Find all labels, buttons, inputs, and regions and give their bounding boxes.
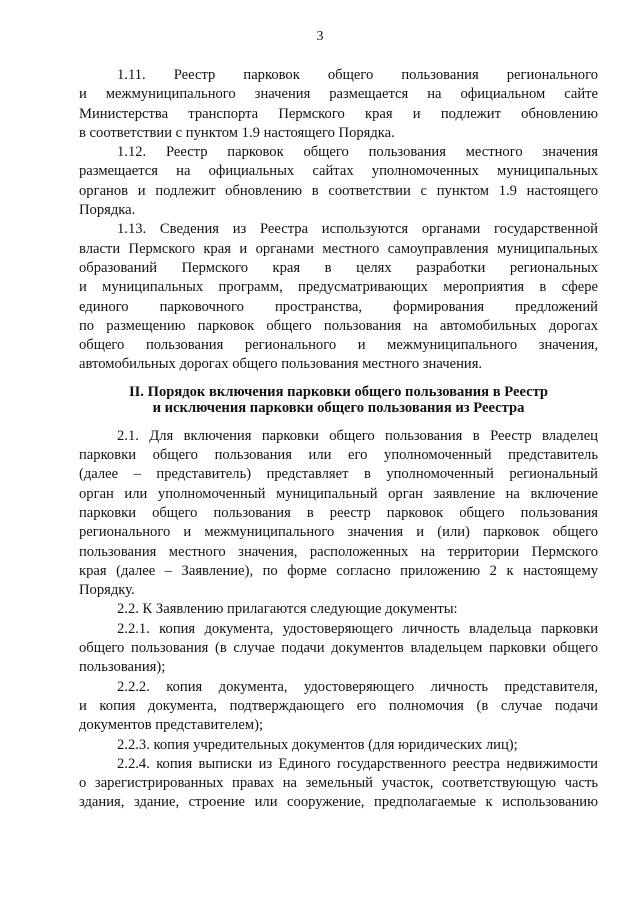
paragraph-2-2-4	[79, 755, 598, 813]
paragraph-2-2-2	[79, 678, 598, 736]
paragraph-line: (далее – представитель) представляет в уполномоченный региональный	[79, 466, 598, 483]
paragraph-line: образований Пермского края в целях разработки региональных	[79, 259, 598, 276]
paragraph-line: документов представителем);	[79, 717, 264, 734]
paragraph-line: в соответствии с пунктом 1.9 настоящего Порядка.	[79, 124, 395, 141]
page-number: 3	[316, 29, 324, 44]
paragraph-line: и межмуниципального значения размещается на официальном сайте	[79, 86, 598, 103]
paragraph-line: 1.13. Сведения из Реестра используются органами государственной	[117, 221, 598, 238]
paragraph-line: и муниципальных программ, предусматривающих мероприятия в сфере	[79, 279, 598, 296]
paragraph-line: 2.2.2. копия документа, удостоверяющего личность представителя,	[117, 678, 598, 695]
paragraph-line: здания, здание, строение или сооружение, предполагаемые к использованию	[79, 794, 598, 811]
section-heading	[79, 384, 598, 416]
paragraph-line: орган или уполномоченный муниципальный орган заявление на включение	[79, 485, 598, 502]
paragraph-line: единого парковочного пространства, формирования предложений	[79, 298, 598, 315]
paragraph-line: общего пользования (в случае подачи документов владельцем парковки общего	[79, 640, 598, 657]
paragraph-line: Министерства транспорта Пермского края и подлежит обновлению	[79, 105, 598, 122]
paragraph-line: органов и подлежит обновлению в соответствии с пунктом 1.9 настоящего	[79, 182, 598, 199]
paragraph-line: общего пользования регионального и межмуниципального значения,	[79, 337, 598, 354]
paragraph-line: автомобильных дорогах общего пользования местного значения.	[79, 356, 483, 373]
paragraph-2-2-3	[79, 736, 598, 755]
paragraph-line: 1.11. Реестр парковок общего пользования регионального	[117, 67, 598, 83]
paragraph-2-2	[79, 600, 598, 619]
paragraph-line: 2.1. Для включения парковки общего пользования в Реестр владелец	[117, 427, 598, 444]
paragraph-line: 2.2.3. копия учредительных документов (для юридических лиц);	[117, 736, 518, 753]
paragraph-1-13	[79, 220, 598, 374]
paragraph-line: Порядка.	[79, 202, 136, 219]
section-heading-line-1: II. Порядок включения парковки общего пользования в Реестр	[128, 383, 549, 400]
section-heading-line-2: и исключения парковки общего пользования из Реестра	[152, 399, 525, 416]
paragraph-line: Порядку.	[79, 582, 135, 599]
paragraph-line: регионального и межмуниципального значения и (или) парковок общего	[79, 524, 598, 541]
paragraph-line: размещается на официальных сайтах уполномоченных муниципальных	[79, 163, 598, 180]
paragraph-line: 1.12. Реестр парковок общего пользования местного значения	[117, 144, 598, 161]
paragraph-line: 2.2.4. копия выписки из Единого государственного реестра недвижимости	[117, 755, 598, 772]
paragraph-line: о зарегистрированных правах на земельный участок, соответствующую часть	[79, 775, 598, 792]
document-body	[79, 66, 598, 813]
paragraph-line: 2.2. К Заявлению прилагаются следующие документы:	[117, 601, 458, 618]
paragraph-line: пользования местного значения, расположенных на территории Пермского	[79, 543, 598, 560]
paragraph-line: власти Пермского края и органами местного самоуправления муниципальных	[79, 240, 598, 257]
paragraphs-top	[79, 66, 598, 375]
paragraph-line: и копия документа, подтверждающего его полномочия (в случае подачи	[79, 697, 598, 714]
paragraph-line: по размещению парковок общего пользования на автомобильных дорогах	[79, 317, 598, 334]
paragraph-1-11	[79, 66, 598, 143]
paragraph-line: парковки общего пользования в реестр парковок общего пользования	[79, 504, 598, 521]
paragraph-2-1	[79, 427, 598, 601]
paragraph-line: парковки общего пользования или его уполномоченный представитель	[79, 447, 598, 464]
paragraph-line: 2.2.1. копия документа, удостоверяющего личность владельца парковки	[117, 620, 598, 637]
paragraph-line: края (далее – Заявление), по форме согласно приложению 2 к настоящему	[79, 562, 598, 579]
paragraph-line: пользования);	[79, 659, 166, 676]
paragraph-1-12	[79, 143, 598, 220]
paragraphs-bottom	[79, 427, 598, 813]
paragraph-2-2-1	[79, 620, 598, 678]
